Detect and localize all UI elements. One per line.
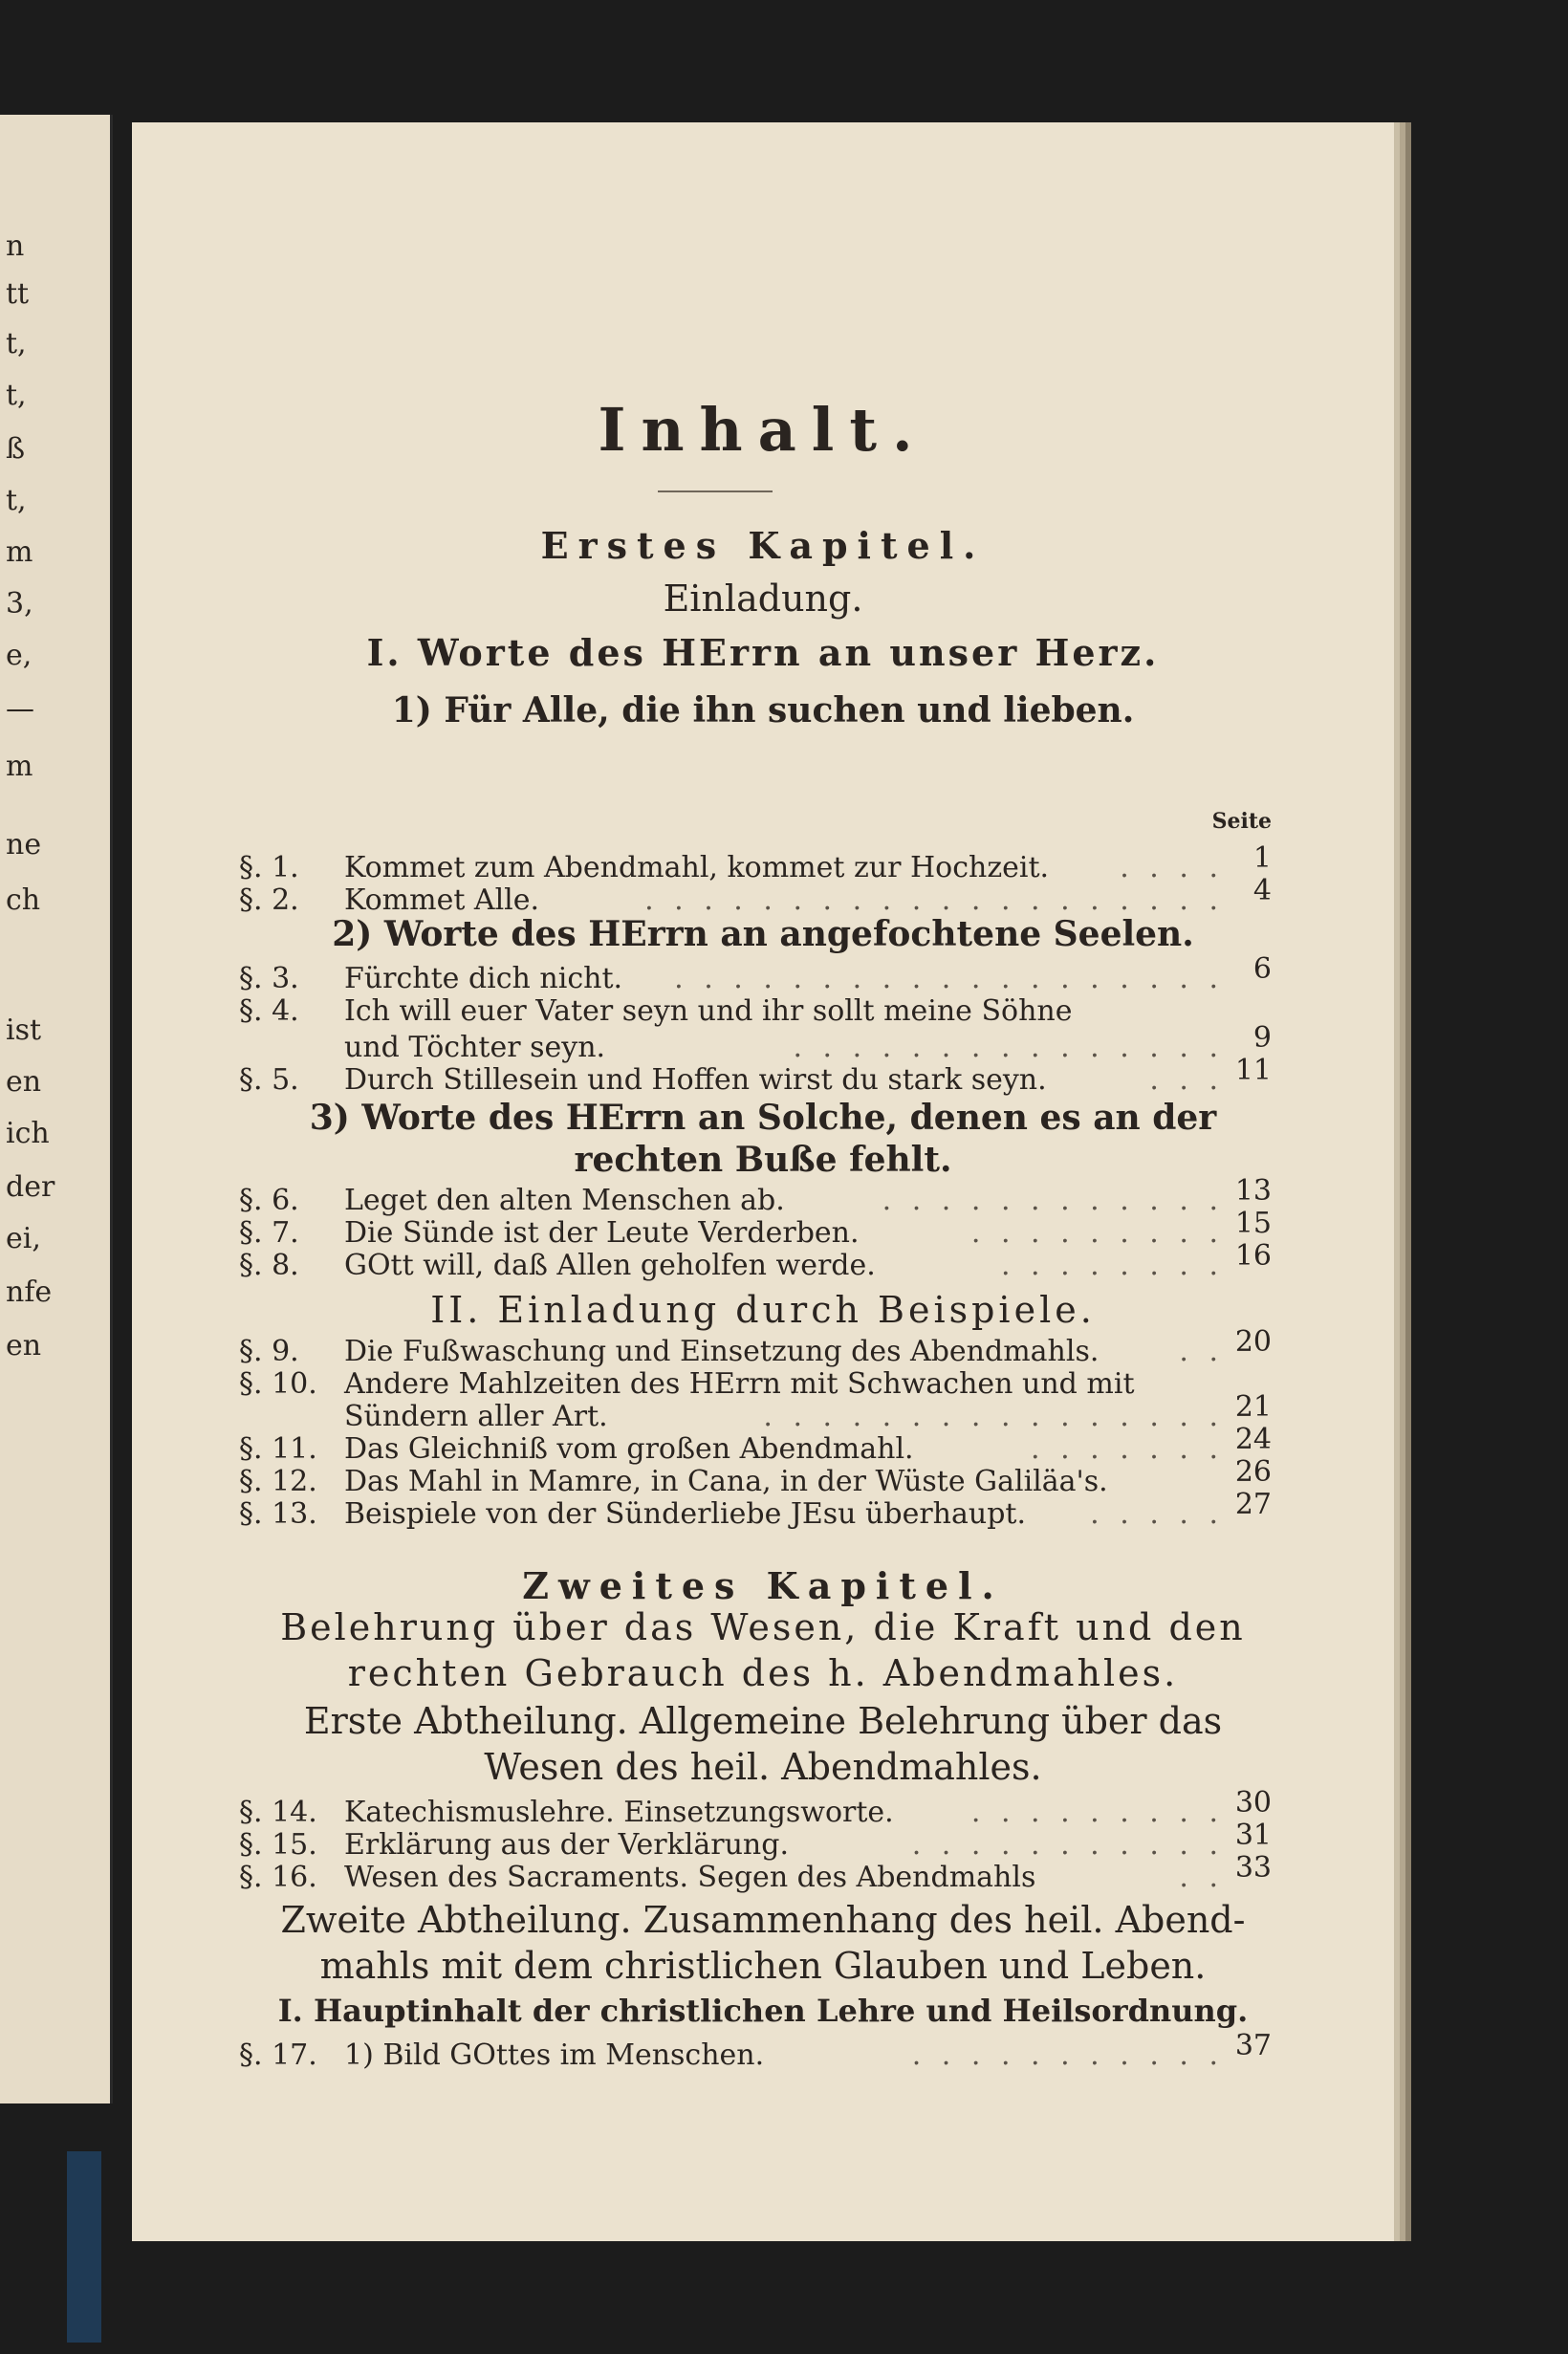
toc-entry-leader: . . . . . . . . . . . . [882, 1184, 1224, 1217]
left-page-fragment: ch [6, 883, 41, 917]
book-page [132, 122, 1394, 2241]
toc-entry-page: 30 [1234, 1786, 1272, 1820]
toc-entry-number: §. 5. [239, 1063, 299, 1097]
toc-entry-leader: . . . . . . . . . [970, 1796, 1224, 1829]
entry4-continuation: und Töchter seyn. [344, 1031, 606, 1064]
left-page-fragment: t, [6, 379, 27, 412]
toc-entry-leader: . . . . . . . . . . . [911, 2038, 1224, 2072]
toc-entry-title: Erklärung aus der Verklärung. [344, 1828, 789, 1862]
toc-entry-number: §. 15. [239, 1828, 317, 1862]
toc-entry-leader: . . . . . . . . . . . . . . . . . . . . [644, 883, 1224, 917]
entry4-cont-row [239, 1021, 1272, 1065]
chapter2-heading: Zweites Kapitel. [522, 1564, 1004, 1607]
left-page-fragment: ne [6, 828, 42, 861]
toc-entry-leader: . . . . . . . [1031, 1432, 1224, 1466]
toc-entry-title: GOtt will, daß Allen geholfen werde. [344, 1249, 876, 1282]
toc-entry [239, 1207, 1272, 1251]
chapter2-part1: I. Hauptinhalt der christlichen Lehre und Heilsordnung. [277, 1993, 1249, 2029]
entry4-page: 9 [1252, 1021, 1272, 1055]
toc-entry [239, 2029, 1272, 2073]
toc-entry [239, 841, 1272, 885]
page-title: Inhalt. [598, 395, 928, 465]
left-page-edge [0, 115, 113, 2103]
toc-entry-leader: . . . [1149, 1063, 1224, 1097]
toc-entry [239, 1174, 1272, 1218]
toc-entry-number: §. 9. [239, 1335, 299, 1368]
toc-entry-title: Wesen des Sacraments. Segen des Abendmahls [344, 1861, 1036, 1894]
chapter1-part2: II. Einladung durch Beispiele. [430, 1289, 1096, 1331]
chapter1-sub1: 1) Für Alle, die ihn suchen und lieben. [391, 690, 1135, 730]
left-page-fragment: m [6, 750, 33, 783]
toc-entry-leader: . . . . . . . . . . . . . . . . . . . [674, 962, 1224, 995]
toc-entry-page: 27 [1234, 1488, 1272, 1521]
chapter2-abt2-line2: mahls mit dem christlichen Glauben und Leben. [319, 1945, 1207, 1987]
toc-entry-page: 4 [1252, 874, 1272, 907]
toc-entry-title: 1) Bild GOttes im Menschen. [344, 2038, 765, 2072]
toc-entry-number: §. 11. [239, 1432, 317, 1466]
chapter1-subtitle: Einladung. [663, 578, 863, 620]
toc-entry-title: Leget den alten Menschen ab. [344, 1184, 785, 1217]
toc-entry-leader: . . . . [1120, 851, 1224, 884]
entry10-cont-row [239, 1390, 1272, 1434]
toc-entry-leader: . . [1179, 1335, 1224, 1368]
left-page-fragment: ei, [6, 1222, 41, 1255]
toc-entry-number: §. 16. [239, 1861, 317, 1894]
chapter2-subtitle-line1: Belehrung über das Wesen, die Kraft und den [280, 1606, 1246, 1648]
toc-entry-number: §. 12. [239, 1465, 317, 1498]
toc-entry-title: Kommet Alle. [344, 883, 540, 917]
toc-entry-title: Die Sünde ist der Leute Verderben. [344, 1216, 860, 1250]
toc-entry-title: Fürchte dich nicht. [344, 962, 623, 995]
toc-entry [239, 1239, 1272, 1283]
toc-entry-title: Das Mahl in Mamre, in Cana, in der Wüste Galiläa's. [344, 1465, 1108, 1498]
toc-entry-leader: . . [1179, 1861, 1224, 1894]
left-page-fragment: der [6, 1170, 55, 1204]
entry10-page: 21 [1234, 1390, 1272, 1424]
left-page-fragment: en [6, 1065, 42, 1099]
toc-entry-page: 6 [1252, 952, 1272, 986]
toc-entry-page: 24 [1234, 1423, 1272, 1456]
toc-entry-number: §. 17. [239, 2038, 317, 2072]
chapter2-subtitle-line2: rechten Gebrauch des h. Abendmahles. [347, 1652, 1179, 1694]
toc-entry-leader: . . . . . . . . . . . [911, 1828, 1224, 1862]
toc-entry-page: 26 [1234, 1455, 1272, 1489]
toc-entry-number: §. 2. [239, 883, 299, 917]
chapter1-sub3-line1: 3) Worte des HErrn an Solche, denen es an der [309, 1098, 1217, 1138]
chapter2-abt1-line1: Erste Abtheilung. Allgemeine Belehrung über das [303, 1700, 1223, 1742]
toc-entry-title: Kommet zum Abendmahl, kommet zur Hochzeit. [344, 851, 1050, 884]
left-page-fragment: m [6, 535, 33, 569]
left-page-fragment: en [6, 1329, 42, 1362]
chapter1-sub3-line2: rechten Buße fehlt. [574, 1140, 952, 1180]
entry10-dots: . . . . . . . . . . . . . . . . [763, 1400, 1224, 1433]
toc-entry-page: 11 [1234, 1054, 1272, 1087]
toc-entry-page: 16 [1234, 1239, 1272, 1273]
left-page-fragment: ich [6, 1117, 50, 1150]
toc-entry-number: §. 14. [239, 1796, 317, 1829]
bookmark-ribbon [67, 2151, 101, 2343]
toc-entry-number: §. 3. [239, 962, 299, 995]
toc-entry [239, 1054, 1272, 1098]
toc-entry [239, 1488, 1272, 1532]
toc-entry-number: §. 8. [239, 1249, 299, 1282]
toc-entry-page: 1 [1252, 841, 1272, 875]
toc-entry-title: Ich will euer Vater seyn und ihr sollt meine Söhne [344, 994, 1073, 1028]
left-page-fragment: e, [6, 639, 33, 672]
toc-entry-number: §. 6. [239, 1184, 299, 1217]
chapter1-part1: I. Worte des HErrn an unser Herz. [366, 631, 1160, 674]
toc-entry-title: Andere Mahlzeiten des HErrn mit Schwachen und mit [344, 1367, 1135, 1401]
toc-entry [239, 1819, 1272, 1863]
toc-entry-page: 37 [1234, 2029, 1272, 2062]
toc-entry-number: §. 13. [239, 1497, 317, 1531]
toc-entry [239, 1423, 1272, 1467]
left-page-fragment: t, [6, 484, 27, 517]
toc-entry-page: 20 [1234, 1325, 1272, 1359]
toc-entry-page: 33 [1234, 1851, 1272, 1885]
chapter1-heading: Erstes Kapitel. [540, 524, 986, 567]
toc-entry-number: §. 10. [239, 1367, 317, 1401]
toc-entry [239, 994, 1272, 1029]
toc-entry-title: Das Gleichniß vom großen Abendmahl. [344, 1432, 914, 1466]
toc-entry-number: §. 1. [239, 851, 299, 884]
left-page-fragment: tt [6, 277, 30, 311]
toc-entry-page: 15 [1234, 1207, 1272, 1240]
left-page-fragment: ist [6, 1014, 42, 1047]
toc-entry-page: 31 [1234, 1819, 1272, 1852]
toc-entry [239, 874, 1272, 918]
chapter1-sub2: 2) Worte des HErrn an angefochtene Seelen. [332, 914, 1194, 954]
chapter2-abt1-line2: Wesen des heil. Abendmahles. [484, 1746, 1042, 1788]
toc-entry-number: §. 4. [239, 994, 299, 1028]
chapter2-abt2-line1: Zweite Abtheilung. Zusammenhang des heil. Abend- [280, 1899, 1246, 1941]
toc-entry-page: 13 [1234, 1174, 1272, 1208]
toc-entry [239, 1786, 1272, 1830]
toc-entry-title: Durch Stillesein und Hoffen wirst du stark seyn. [344, 1063, 1047, 1097]
left-page-fragment: 3, [6, 587, 33, 621]
toc-entry [239, 1325, 1272, 1369]
toc-entry-number: §. 7. [239, 1216, 299, 1250]
title-rule [658, 490, 773, 492]
left-page-fragment: — [6, 692, 34, 726]
left-page-fragment: nfe [6, 1275, 53, 1309]
toc-entry-title: Beispiele von der Sünderliebe JEsu überhaupt. [344, 1497, 1026, 1531]
entry10-continuation: Sündern aller Art. [344, 1400, 608, 1433]
toc-entry-leader: . . . . . . . . [1000, 1249, 1224, 1282]
toc-entry [239, 1851, 1272, 1895]
entry4-dots: . . . . . . . . . . . . . . . [793, 1031, 1224, 1064]
toc-entry-leader: . . . . . [1090, 1497, 1224, 1531]
left-page-fragment: ß [6, 432, 26, 466]
toc-entry [239, 1455, 1272, 1499]
left-page-fragment: t, [6, 327, 27, 360]
seite-label: Seite [1211, 809, 1272, 834]
toc-entry-title: Katechismuslehre. Einsetzungsworte. [344, 1796, 894, 1829]
table-of-contents [132, 122, 1394, 2241]
toc-entry-title: Die Fußwaschung und Einsetzung des Abendmahls. [344, 1335, 1100, 1368]
toc-entry [239, 1367, 1272, 1402]
toc-entry-leader: . . . . . . . . . [970, 1216, 1224, 1250]
left-page-fragment: n [6, 229, 25, 263]
toc-entry [239, 952, 1272, 996]
